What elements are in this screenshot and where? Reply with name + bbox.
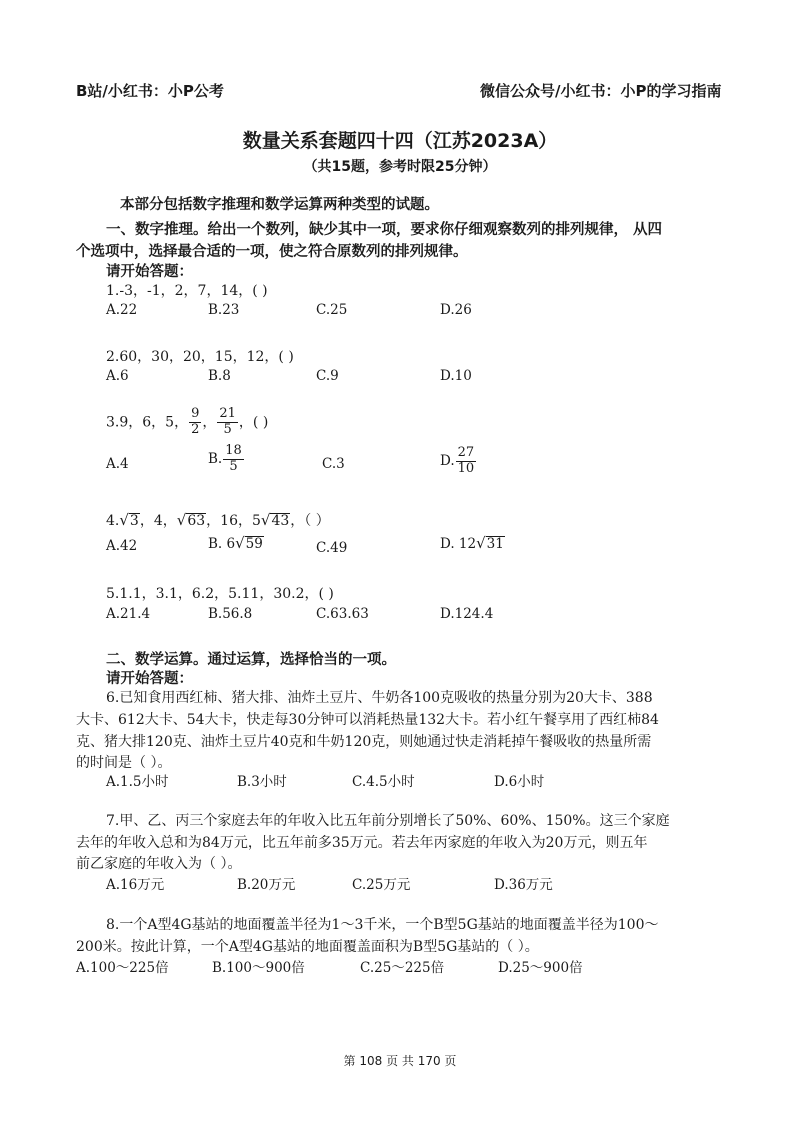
q4-stem (106, 510, 330, 530)
q3-fraction-1-den: 2 (191, 421, 200, 437)
q4-stem-part-2: ，4， (139, 513, 177, 529)
q3-option-b-num: 18 (225, 443, 242, 458)
q4-sqrt-2: √ 63 (176, 511, 206, 529)
q4-option-d-sqrt: √ 31 (476, 534, 504, 553)
intro-text: 本部分包括数字推理和数学运算两种类型的试题。 (120, 197, 439, 213)
q2-option-d: D.10 (440, 368, 472, 384)
q3-option-d-num: 27 (457, 445, 475, 460)
page-subtitle: （共15题，参考时限25分钟） (303, 159, 497, 175)
section2-heading: 二、数学运算。通过运算，选择恰当的一项。 (106, 652, 396, 668)
q4-stem-part-1: 4. (106, 513, 120, 529)
q4-option-c: C.49 (316, 540, 348, 556)
q4-option-b (208, 534, 264, 552)
q7-line-3: 前乙家庭的年收入为（ ）。 (76, 856, 242, 872)
q4-sqrt-1: √ 3 (119, 511, 139, 529)
q7-line-2: 去年的年收入总和为84万元，比五年前多35万元。若去年丙家庭的年收入为20万元，则五年 (76, 835, 648, 851)
q8-option-a: A.100～225倍 (76, 960, 169, 976)
header-right: 微信公众号/小红书：小P的学习指南 (480, 82, 722, 100)
q4-option-b-prefix: B. 6 (208, 536, 236, 552)
q5-option-c: C.63.63 (316, 606, 369, 622)
q4-option-d-prefix: D. 12 (440, 536, 477, 552)
q7-option-a: A.16万元 (106, 877, 165, 893)
q6-line-3: 克、猪大排120克、油炸土豆片40克和牛奶120克，则她通过快走消耗掉午餐吸收的热量所需 (76, 734, 652, 750)
q8-option-c: C.25～225倍 (360, 960, 445, 976)
q7-line-1: 7.甲、乙、丙三个家庭去年的年收入比五年前分别增长了50%、60%、150%。这三个家庭 (106, 813, 670, 829)
q3-stem-prefix: 3.9，6，5， (106, 414, 189, 431)
q4-sqrt-1-radicand: 3 (129, 512, 139, 529)
q4-option-d-radicand: 31 (486, 536, 504, 553)
q3-option-c: C.3 (322, 456, 345, 472)
q7-option-b: B.20万元 (237, 877, 296, 893)
q6-line-2: 大卡、612大卡、54大卡，快走每30分钟可以消耗热量132大卡。若小红午餐享用了西红柿84 (76, 712, 659, 728)
section1-heading-line2: 个选项中，选择最合适的一项，使之符合原数列的排列规律。 (76, 244, 468, 260)
q1-stem: 1.-3，-1，2，7，14，( ) (106, 283, 268, 299)
q4-stem-part-4: ，（ ） (290, 513, 330, 529)
q1-option-a: A.22 (106, 302, 138, 318)
section2-start: 请开始答题： (106, 671, 193, 687)
q5-stem: 5.1.1，3.1，6.2，5.11，30.2，( ) (106, 586, 334, 602)
q4-option-b-sqrt: √ 59 (235, 534, 263, 553)
q3-fraction-2-den: 5 (223, 421, 232, 437)
q4-option-b-radicand: 59 (245, 536, 263, 553)
q6-option-c: C.4.5小时 (352, 774, 415, 790)
section1-heading-line1: 一、数字推理。给出一个数列，缺少其中一项，要求你仔细观察数列的排列规律， 从四 (106, 222, 663, 238)
q3-stem-suffix: ，( ) (238, 414, 269, 431)
q3-option-d-fraction (456, 446, 477, 477)
q2-option-b: B.8 (208, 368, 231, 384)
q6-option-b: B.3小时 (237, 774, 287, 790)
q5-option-b: B.56.8 (208, 606, 253, 622)
q4-stem-part-3: ，16， (206, 513, 252, 529)
q3-option-b (208, 444, 245, 475)
q3-stem (106, 407, 268, 438)
q7-option-c: C.25万元 (352, 877, 411, 893)
q2-option-c: C.9 (316, 368, 339, 384)
q1-option-c: C.25 (316, 302, 348, 318)
q6-option-d: D.6小时 (494, 774, 545, 790)
q1-option-b: B.23 (208, 302, 240, 318)
q7-option-d: D.36万元 (494, 877, 553, 893)
page-title: 数量关系套题四十四（江苏2023A） (242, 130, 558, 152)
q8-option-b: B.100～900倍 (212, 960, 305, 976)
q3-option-a: A.4 (106, 456, 129, 472)
q3-option-b-den: 5 (229, 458, 238, 474)
q3-option-b-prefix: B. (208, 450, 223, 467)
q3-fraction-1-num: 9 (191, 406, 200, 421)
q3-option-d-den: 10 (457, 460, 475, 476)
q3-option-d (440, 446, 477, 477)
q8-line-1: 8.一个A型4G基站的地面覆盖半径为1～3千米，一个B型5G基站的地面覆盖半径为100～ (106, 917, 659, 933)
q3-option-b-fraction (223, 444, 244, 475)
q4-sqrt-3: √ 43 (260, 511, 290, 529)
q3-fraction-2 (217, 407, 238, 438)
q4-option-a: A.42 (106, 538, 138, 554)
q3-fraction-1 (189, 407, 201, 438)
q4-sqrt-2-radicand: 63 (187, 512, 206, 529)
q5-option-a: A.21.4 (106, 606, 151, 622)
q4-option-d (440, 534, 505, 552)
q1-option-d: D.26 (440, 302, 472, 318)
q2-stem: 2.60，30，20，15，12，( ) (106, 349, 294, 365)
q8-line-2: 200米。按此计算，一个A型4G基站的地面覆盖面积为B型5G基站的（ ）。 (76, 939, 539, 955)
q3-stem-sep: ， (202, 414, 217, 431)
q6-line-1: 6.已知食用西红柿、猪大排、油炸土豆片、牛奶各100克吸收的热量分别为20大卡、388 (106, 690, 653, 706)
q4-coefficient: 5 (251, 513, 261, 529)
q6-option-a: A.1.5小时 (106, 774, 169, 790)
q8-option-d: D.25～900倍 (498, 960, 583, 976)
q2-option-a: A.6 (106, 368, 129, 384)
q3-option-d-prefix: D. (440, 452, 455, 469)
q5-option-d: D.124.4 (440, 606, 494, 622)
page-footer: 第 108 页 共 170 页 (343, 1054, 457, 1068)
q6-line-4: 的时间是（ ）。 (76, 755, 172, 771)
header-left: B站/小红书：小P公考 (76, 82, 224, 100)
q4-sqrt-3-radicand: 43 (271, 512, 290, 529)
q3-fraction-2-num: 21 (219, 406, 236, 421)
section1-start: 请开始答题： (106, 264, 193, 280)
